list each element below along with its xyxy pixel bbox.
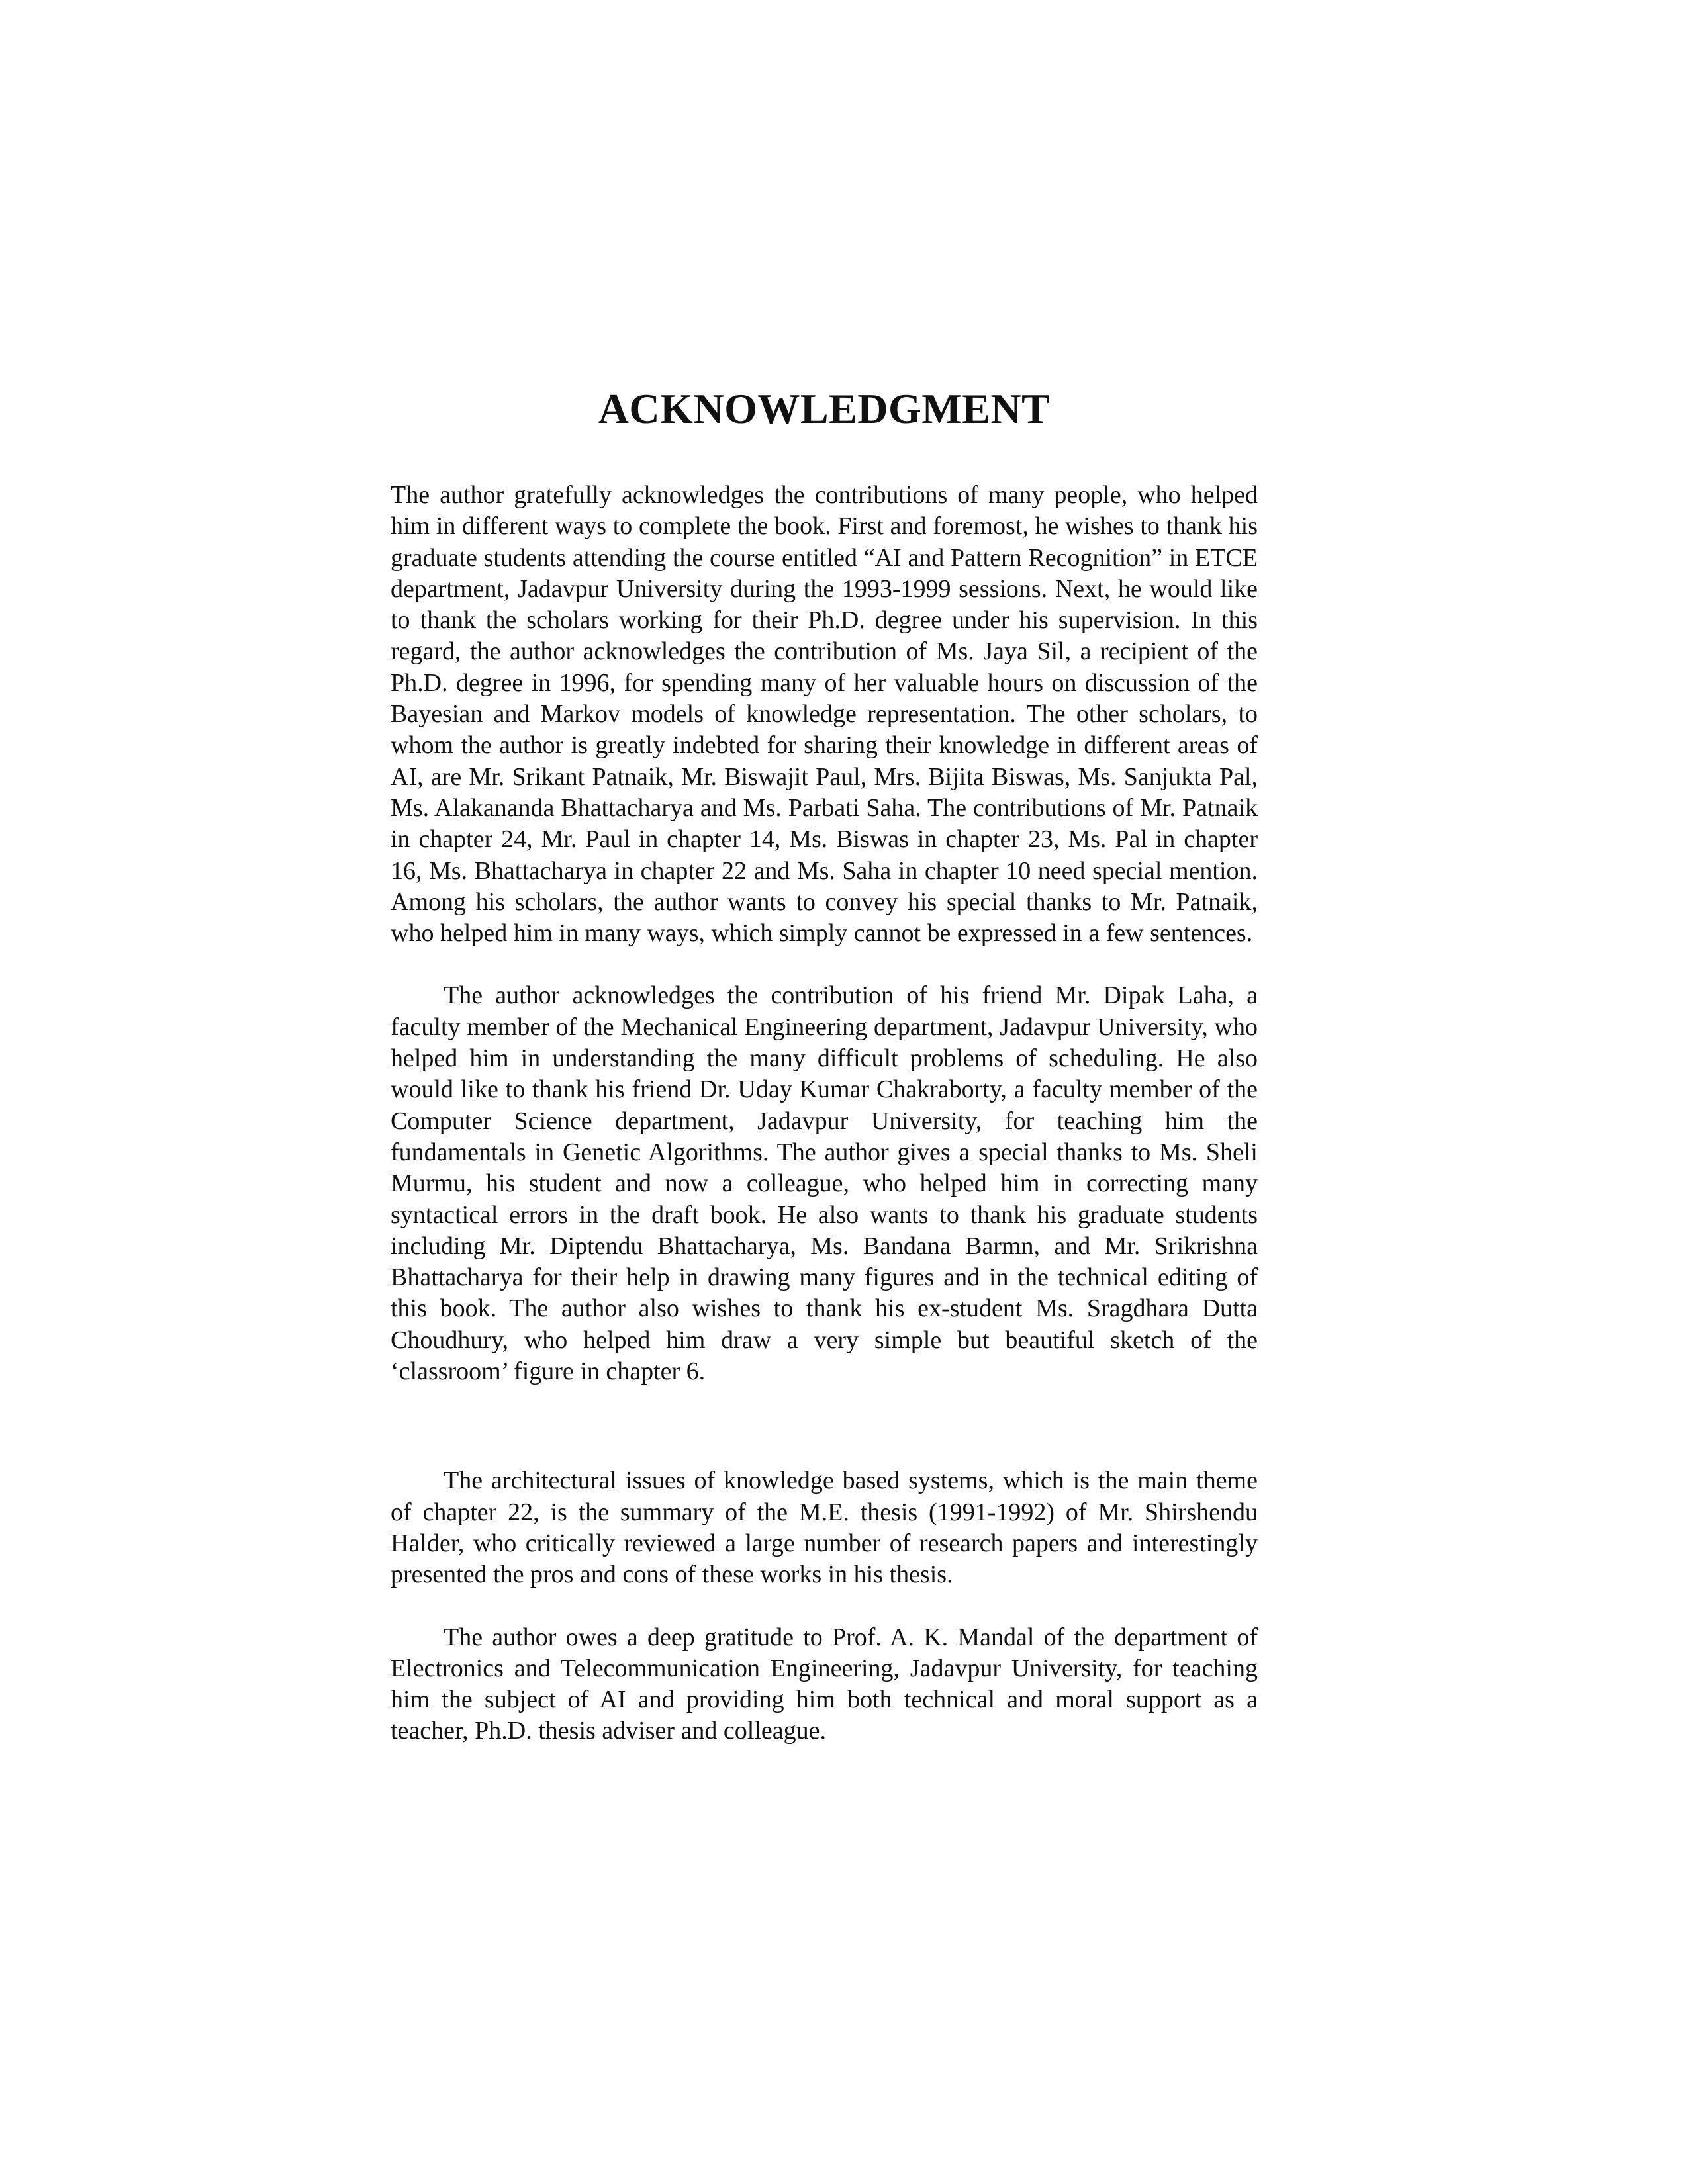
paragraph-4: The author owes a deep gratitude to Prof. A. K. Mandal of the department of Electronics and Telecommunication Engineering, Jadavpur University, for teaching him the subject of AI and providing him both technical and moral support as a teacher, Ph.D. thesis adviser and colleague. xyxy=(391,1623,1258,1745)
paragraph-1: The author gratefully acknowledges the contributions of many people, who helped him in different ways to complete the book. First and foremost, he wishes to thank his graduate students attending the course entitled “AI and Pattern Recognition” in ETCE department, Jadavpur University during the 1993-1999 sessions. Next, he would like to thank the scholars working for their Ph.D. degree under his supervision. In this regard, the author acknowledges the contribution of Ms. Jaya Sil, a recipient of the Ph.D. degree in 1996, for spending many of her valuable hours on discussion of the Bayesian and Markov models of knowledge representation. The other scholars, to whom the author is greatly indebted for sharing their knowledge in different areas of AI, are Mr. Srikant Patnaik, Mr. Biswajit Paul, Mrs. Bijita Biswas, Ms. Sanjukta Pal, Ms. Alakananda Bhattacharya and Ms. Parbati Saha. The contributions of Mr. Patnaik in chapter 24, Mr. Paul in chapter 14, Ms. Biswas in chapter 23, Ms. Pal in chapter 16, Ms. Bhattacharya in chapter 22 and Ms. Saha in chapter 10 need special mention. Among his scholars, the author wants to convey his special thanks to Mr. Patnaik, who helped him in many ways, which simply cannot be expressed in a few sentences. xyxy=(391,481,1258,948)
paragraph-2: The author acknowledges the contribution of his friend Mr. Dipak Laha, a faculty member of the Mechanical Engineering department, Jadavpur University, who helped him in understanding the many difficult problems of scheduling. He also would like to thank his friend Dr. Uday Kumar Chakraborty, a faculty member of the Computer Science department, Jadavpur University, for teaching him the fundamentals in Genetic Algorithms. The author gives a special thanks to Ms. Sheli Murmu, his student and now a colleague, who helped him in correcting many syntactical errors in the draft book. He also wants to thank his graduate students including Mr. Diptendu Bhattacharya, Ms. Bandana Barmn, and Mr. Srikrishna Bhattacharya for their help in drawing many figures and in the technical editing of this book. The author also wishes to thank his ex-student Ms. Sragdhara Dutta Choudhury, who helped him draw a very simple but beautiful sketch of the ‘classroom’ figure in chapter 6. xyxy=(391,981,1258,1386)
paragraph-3: The architectural issues of knowledge based systems, which is the main theme of chapter 22, is the summary of the M.E. thesis (1991-1992) of Mr. Shirshendu Halder, who critically reviewed a large number of research papers and interestingly presented the pros and cons of these works in his thesis. xyxy=(391,1467,1258,1589)
body-text xyxy=(391,480,1258,1747)
page-title: ACKNOWLEDGMENT xyxy=(598,385,1051,432)
